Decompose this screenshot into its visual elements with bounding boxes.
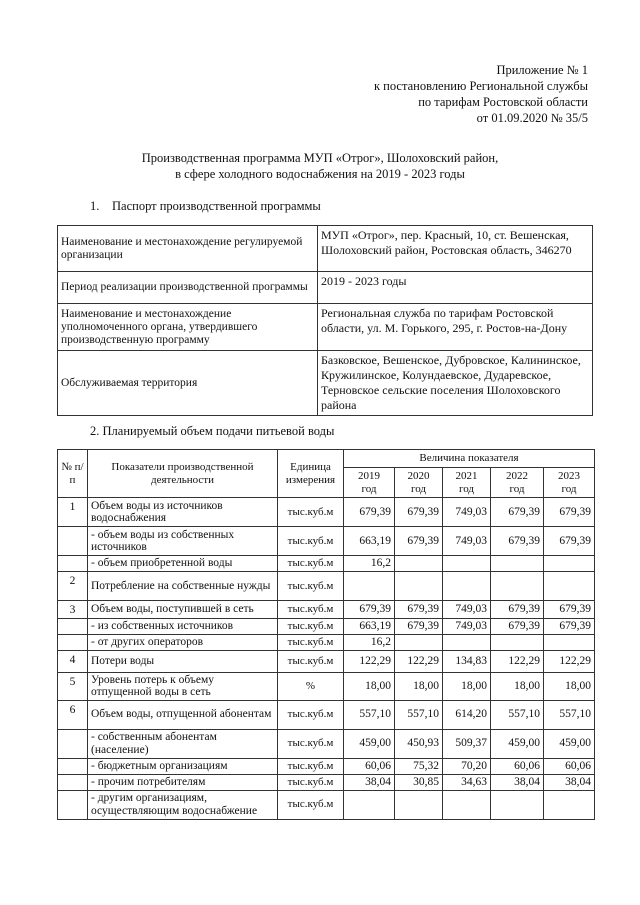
year-suffix: год xyxy=(361,482,377,495)
header-year xyxy=(491,468,544,498)
row-value: 663,19 xyxy=(344,618,395,634)
document-title xyxy=(0,150,640,182)
row-value: 679,39 xyxy=(491,618,544,634)
row-value: 679,39 xyxy=(344,498,395,527)
row-value: 679,39 xyxy=(395,618,443,634)
row-indicator: - прочим потребителям xyxy=(88,774,278,790)
row-value: 122,29 xyxy=(344,650,395,672)
section-1-heading xyxy=(90,198,321,214)
row-value: 679,39 xyxy=(544,498,595,527)
table-row xyxy=(58,774,595,790)
row-value: 557,10 xyxy=(491,700,544,729)
row-value: 557,10 xyxy=(395,700,443,729)
year-number: 2021 xyxy=(455,469,478,482)
table-row xyxy=(58,790,595,819)
row-indicator: Уровень потерь к объему отпущенной воды в сеть xyxy=(88,672,278,700)
header-num: № п/п xyxy=(58,450,88,498)
passport-label: Обслуживаемая территория xyxy=(58,351,318,416)
year-suffix: год xyxy=(561,482,577,495)
header-unit: Единица измерения xyxy=(278,450,344,498)
passport-table xyxy=(57,225,593,416)
row-value: 16,2 xyxy=(344,556,395,572)
passport-label: Период реализации производственной программы xyxy=(58,272,318,304)
row-value: 679,39 xyxy=(544,618,595,634)
header-indicator: Показатели производственной деятельности xyxy=(88,450,278,498)
row-value: 679,39 xyxy=(395,527,443,556)
row-value: 557,10 xyxy=(544,700,595,729)
header-year xyxy=(344,468,395,498)
row-number xyxy=(58,634,88,650)
row-value xyxy=(443,556,491,572)
appendix-line: по тарифам Ростовской области xyxy=(418,95,588,109)
table-row xyxy=(58,650,595,672)
table-row xyxy=(58,556,595,572)
row-number: 2 xyxy=(58,572,88,601)
row-unit: тыс.куб.м xyxy=(278,774,344,790)
row-number: 6 xyxy=(58,700,88,729)
row-value: 679,39 xyxy=(395,498,443,527)
row-indicator: Потери воды xyxy=(88,650,278,672)
row-number xyxy=(58,556,88,572)
table-row xyxy=(58,527,595,556)
row-value xyxy=(344,790,395,819)
row-unit: % xyxy=(278,672,344,700)
row-value: 509,37 xyxy=(443,729,491,758)
row-value: 18,00 xyxy=(544,672,595,700)
row-unit: тыс.куб.м xyxy=(278,527,344,556)
row-value: 60,06 xyxy=(491,758,544,774)
row-value: 459,00 xyxy=(491,729,544,758)
row-value: 557,10 xyxy=(344,700,395,729)
row-value xyxy=(443,634,491,650)
year-suffix: год xyxy=(509,482,525,495)
row-value xyxy=(544,790,595,819)
row-unit: тыс.куб.м xyxy=(278,700,344,729)
appendix-line: Приложение № 1 xyxy=(496,63,588,77)
row-number xyxy=(58,758,88,774)
row-value: 679,39 xyxy=(491,601,544,619)
passport-row xyxy=(58,304,593,351)
header-row xyxy=(58,450,595,468)
row-value xyxy=(344,572,395,601)
table-body xyxy=(58,498,595,820)
passport-value: Региональная служба по тарифам Ростовской области, ул. М. Горького, 295, г. Ростов-на-Дону xyxy=(318,304,593,351)
row-indicator: - из собственных источников xyxy=(88,618,278,634)
row-value xyxy=(443,572,491,601)
row-value: 70,20 xyxy=(443,758,491,774)
row-value xyxy=(544,572,595,601)
row-value: 18,00 xyxy=(443,672,491,700)
water-volume-table xyxy=(57,449,595,820)
section-number: 1. xyxy=(90,199,100,213)
row-value: 34,63 xyxy=(443,774,491,790)
row-unit: тыс.куб.м xyxy=(278,572,344,601)
passport-value: МУП «Отрог», пер. Красный, 10, ст. Вешенская, Шолоховский район, Ростовская область, 346270 xyxy=(318,226,593,272)
appendix-date-line: от 01.09.2020 № 35/5 xyxy=(476,111,588,125)
row-value: 459,00 xyxy=(544,729,595,758)
table-row xyxy=(58,672,595,700)
row-number xyxy=(58,618,88,634)
row-indicator: - бюджетным организациям xyxy=(88,758,278,774)
row-unit: тыс.куб.м xyxy=(278,556,344,572)
row-indicator: - от других операторов xyxy=(88,634,278,650)
row-unit: тыс.куб.м xyxy=(278,650,344,672)
row-indicator: Объем воды, поступившей в сеть xyxy=(88,601,278,619)
row-unit: тыс.куб.м xyxy=(278,601,344,619)
table-row xyxy=(58,572,595,601)
row-value: 679,39 xyxy=(491,527,544,556)
table-row xyxy=(58,618,595,634)
row-unit: тыс.куб.м xyxy=(278,618,344,634)
table-row xyxy=(58,729,595,758)
row-value xyxy=(395,790,443,819)
row-number: 4 xyxy=(58,650,88,672)
row-number xyxy=(58,774,88,790)
year-number: 2020 xyxy=(407,469,430,482)
header-year xyxy=(544,468,595,498)
row-value: 679,39 xyxy=(544,527,595,556)
row-value: 30,85 xyxy=(395,774,443,790)
row-value: 18,00 xyxy=(491,672,544,700)
passport-label: Наименование и местонахождение регулируемой организации xyxy=(58,226,318,272)
row-value xyxy=(443,790,491,819)
header-year xyxy=(443,468,491,498)
row-value: 679,39 xyxy=(544,601,595,619)
row-value: 679,39 xyxy=(491,498,544,527)
row-value xyxy=(544,634,595,650)
table-row xyxy=(58,498,595,527)
year-number: 2023 xyxy=(558,469,581,482)
row-value: 679,39 xyxy=(344,601,395,619)
passport-value: 2019 - 2023 годы xyxy=(318,272,593,304)
row-indicator: - объем приобретенной воды xyxy=(88,556,278,572)
row-value: 122,29 xyxy=(491,650,544,672)
title-line: в сфере холодного водоснабжения на 2019 - 2023 годы xyxy=(175,167,465,181)
table-row xyxy=(58,758,595,774)
title-line: Производственная программа МУП «Отрог», Шолоховский район, xyxy=(141,151,499,165)
row-value: 122,29 xyxy=(395,650,443,672)
year-number: 2019 xyxy=(358,469,380,482)
passport-row xyxy=(58,226,593,272)
row-value: 679,39 xyxy=(395,601,443,619)
table-row xyxy=(58,601,595,619)
row-value: 459,00 xyxy=(344,729,395,758)
year-number: 2022 xyxy=(506,469,528,482)
row-value xyxy=(395,572,443,601)
row-value: 60,06 xyxy=(344,758,395,774)
table-row xyxy=(58,700,595,729)
row-value: 749,03 xyxy=(443,527,491,556)
header-year xyxy=(395,468,443,498)
row-value: 60,06 xyxy=(544,758,595,774)
row-indicator: - объем воды из собственных источников xyxy=(88,527,278,556)
row-value xyxy=(491,790,544,819)
row-indicator: Объем воды, отпущенной абонентам xyxy=(88,700,278,729)
row-value: 450,93 xyxy=(395,729,443,758)
row-number xyxy=(58,527,88,556)
passport-row xyxy=(58,272,593,304)
row-value xyxy=(491,634,544,650)
row-value: 75,32 xyxy=(395,758,443,774)
row-unit: тыс.куб.м xyxy=(278,498,344,527)
row-unit: тыс.куб.м xyxy=(278,729,344,758)
row-value: 614,20 xyxy=(443,700,491,729)
row-value: 16,2 xyxy=(344,634,395,650)
row-value: 38,04 xyxy=(491,774,544,790)
section-2-heading: 2. Планируемый объем подачи питьевой воды xyxy=(90,424,335,438)
row-value: 749,03 xyxy=(443,618,491,634)
row-indicator: - собственным абонентам (население) xyxy=(88,729,278,758)
row-number: 5 xyxy=(58,672,88,700)
row-unit: тыс.куб.м xyxy=(278,634,344,650)
row-number xyxy=(58,729,88,758)
row-unit: тыс.куб.м xyxy=(278,758,344,774)
row-value: 122,29 xyxy=(544,650,595,672)
row-value: 38,04 xyxy=(544,774,595,790)
row-value: 18,00 xyxy=(344,672,395,700)
row-number xyxy=(58,790,88,819)
appendix-block xyxy=(374,62,588,126)
row-value xyxy=(395,556,443,572)
passport-row xyxy=(58,351,593,416)
passport-value: Базковское, Вешенское, Дубровское, Калининское, Кружилинское, Колундаевское, Дударевское, Терновское сельские поселения Шолоховского района xyxy=(318,351,593,416)
row-indicator: Объем воды из источников водоснабжения xyxy=(88,498,278,527)
row-number: 3 xyxy=(58,601,88,619)
row-value: 38,04 xyxy=(344,774,395,790)
header-value: Величина показателя xyxy=(344,450,595,468)
section-title: Паспорт производственной программы xyxy=(112,199,321,213)
row-value: 749,03 xyxy=(443,601,491,619)
row-indicator: Потребление на собственные нужды xyxy=(88,572,278,601)
row-value: 663,19 xyxy=(344,527,395,556)
row-value xyxy=(544,556,595,572)
passport-label: Наименование и местонахождение уполномоченного органа, утвердившего производственную программу xyxy=(58,304,318,351)
row-number: 1 xyxy=(58,498,88,527)
row-value: 749,03 xyxy=(443,498,491,527)
row-value xyxy=(395,634,443,650)
row-indicator: - другим организациям, осуществляющим водоснабжение xyxy=(88,790,278,819)
year-suffix: год xyxy=(458,482,475,495)
table-row xyxy=(58,634,595,650)
appendix-line: к постановлению Региональной службы xyxy=(373,79,588,93)
row-value xyxy=(491,556,544,572)
row-value: 134,83 xyxy=(443,650,491,672)
row-value xyxy=(491,572,544,601)
row-value: 18,00 xyxy=(395,672,443,700)
row-unit: тыс.куб.м xyxy=(278,790,344,819)
year-suffix: год xyxy=(410,482,427,495)
